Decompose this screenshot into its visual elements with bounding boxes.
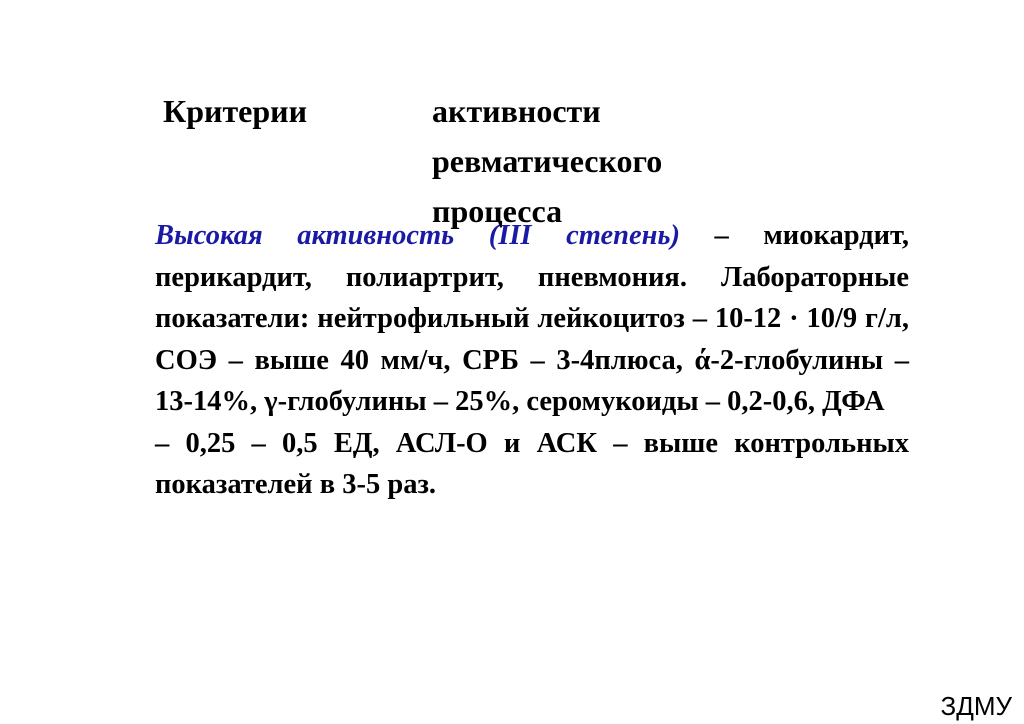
high-activity-highlight: Высокая активность (III степень) [155, 220, 680, 251]
paragraph-1-rest: – миокардит, перикардит, полиартрит, пневмония. Лабораторные показатели: нейтрофильный лейкоцитоз – 10-12 · 10/9 г/л, СОЭ – выше 40 мм/ч, СРБ – 3-4плюса, ά-2-глобулины – 13-14%, γ-глобулины – 25%, серомукоиды – 0,2-0,6, ДФА [155, 220, 909, 417]
body-text [155, 215, 909, 506]
title-line-1: активности [432, 93, 601, 129]
paragraph-1 [155, 215, 909, 423]
title-left-word: Критерии [163, 93, 308, 129]
title-line-2: ревматического [432, 143, 663, 179]
paragraph-2: – 0,25 – 0,5 ЕД, АСЛ-О и АСК – выше контрольных показателей в 3-5 раз. [155, 427, 909, 500]
title-line-3: процесса [432, 193, 563, 229]
title-right-block [432, 86, 662, 236]
footer-label: ЗДМУ [940, 691, 1012, 721]
